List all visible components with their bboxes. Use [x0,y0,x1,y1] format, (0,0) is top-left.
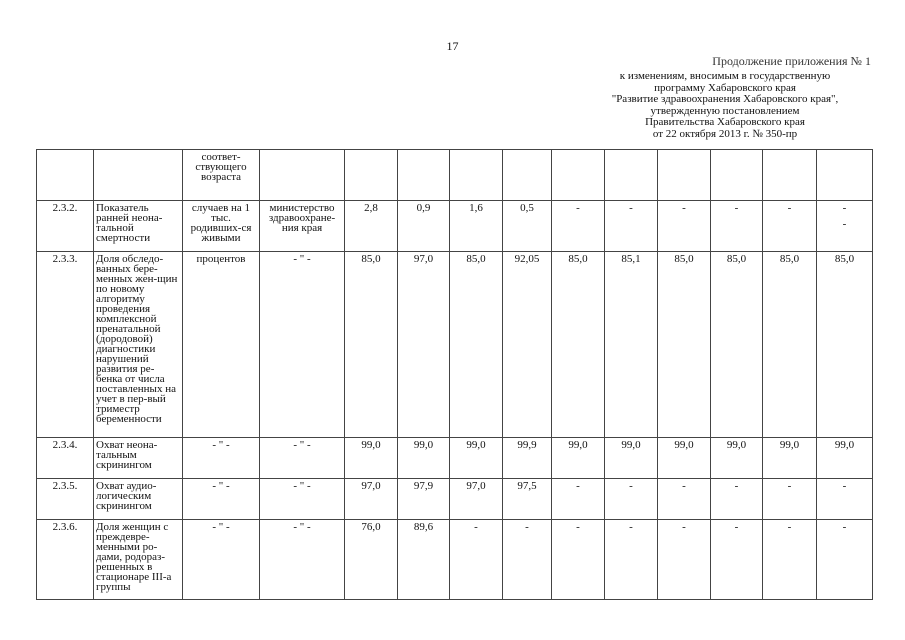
value-cell-text: 0,5 [520,202,534,214]
responsible-executor-text: - " - [293,480,311,492]
table-row [37,252,873,438]
value-cell [763,201,817,252]
indicator-name [94,438,183,479]
unit-of-measure-text: соответ-ствующего возраста [195,151,247,183]
responsible-executor-text: министерство здравоохране-ния края [268,202,336,234]
value-cell-text: - [842,218,847,230]
value-cell-text: - [734,521,739,533]
row-number [37,520,94,600]
responsible-executor [260,150,345,201]
indicator-name [94,252,183,438]
value-cell [552,479,605,520]
unit-of-measure-text: - " - [212,439,230,451]
value-cell-text: 85,0 [674,253,694,265]
table-row [37,201,873,252]
value-cell-text: - [576,521,580,533]
unit-of-measure [183,479,260,520]
value-cell-text: - [525,521,529,533]
indicator-name [94,520,183,600]
header-line: от 22 октября 2013 г. № 350-пр [652,127,798,140]
value-cell [552,252,605,438]
value-cell-text: 99,0 [834,439,855,451]
value-cell-text: - [787,480,792,492]
unit-of-measure-text: процентов [196,253,246,265]
value-cell-text: - [682,480,686,492]
value-cell [763,438,817,479]
value-cell-text: 99,0 [726,439,747,451]
indicators-table [36,149,873,600]
indicator-name-text: Охват неона-тальным скринингом [96,439,158,471]
value-cell-text: 97,0 [361,480,381,492]
value-cell [345,201,398,252]
value-cell [658,252,711,438]
row-number [37,252,94,438]
value-cell-text: - [629,480,633,492]
value-cell-text: 85,0 [726,253,747,265]
value-cell [398,438,450,479]
value-cell-text: 99,0 [779,439,800,451]
responsible-executor-text: - " - [293,439,311,451]
value-cell [503,438,552,479]
table-row [37,520,873,600]
value-cell-text: 99,0 [413,439,434,451]
value-cell [658,438,711,479]
appendix-header [565,71,885,140]
value-cell [763,479,817,520]
unit-of-measure [183,438,260,479]
value-cell [450,520,503,600]
row-number-text: 2.3.5. [52,480,78,492]
value-cell [503,150,552,201]
page-number: 17 [446,39,459,53]
value-cell [450,479,503,520]
value-cell [398,520,450,600]
value-cell [552,150,605,201]
value-cell [345,479,398,520]
value-cell-text: 85,1 [621,253,641,265]
unit-of-measure [183,252,260,438]
value-cell-text: - [682,521,686,533]
indicator-name [94,479,183,520]
value-cell-text: - [842,521,847,533]
value-cell-text: - [787,202,792,214]
value-cell-text: - [682,202,686,214]
value-cell [763,252,817,438]
responsible-executor [260,201,345,252]
value-cell [398,479,450,520]
value-cell [605,201,658,252]
value-cell-text: - [842,202,847,214]
responsible-executor [260,438,345,479]
value-cell [711,252,763,438]
value-cell-text: 85,0 [568,253,588,265]
value-cell [817,520,873,600]
value-cell-text: 99,0 [466,439,486,451]
row-number-text: 2.3.6. [52,521,78,533]
value-cell [817,201,873,252]
indicator-name-text: Доля обследо-ванных бере-менных жен-щин по новому алгоритму проведения комплексной пренатальной (дородовой) диагностики нарушений развития ре-бенка от числа поставленных на учет в пер-вый триместр беременности [96,253,178,425]
row-number-text: 2.3.4. [52,439,78,451]
value-cell [817,479,873,520]
value-cell-text: 85,0 [779,253,800,265]
value-cell-text: 99,0 [361,439,381,451]
indicator-name-text: Показатель ранней неона-тальной смертности [96,202,163,244]
value-cell [450,201,503,252]
value-cell-text: 76,0 [361,521,381,533]
table-row [37,438,873,479]
indicator-name-text: Охват аудио-логическим скринингом [96,480,157,512]
value-cell [398,201,450,252]
row-number-text: 2.3.2. [52,202,78,214]
value-cell [450,438,503,479]
value-cell-text: - [576,480,580,492]
indicator-name [94,201,183,252]
value-cell [552,520,605,600]
value-cell [552,201,605,252]
responsible-executor-text: - " - [293,253,311,265]
value-cell-text: - [734,202,739,214]
value-cell [450,150,503,201]
value-cell [503,520,552,600]
table-row [37,479,873,520]
value-cell [711,438,763,479]
value-cell-text: - [787,521,792,533]
value-cell-text: 97,9 [413,480,434,492]
responsible-executor-text: - " - [293,521,311,533]
continuation-label: Продолжение приложения № 1 [712,54,871,68]
header-line: программу Хабаровского края [654,81,796,94]
value-cell [605,438,658,479]
value-cell-text: - [629,521,633,533]
value-cell [605,252,658,438]
value-cell-text: - [629,202,633,214]
value-cell-text: 89,6 [413,521,434,533]
value-cell [658,520,711,600]
unit-of-measure-text: случаев на 1 тыс. родивших-ся живыми [190,202,252,244]
value-cell-text: 0,9 [416,202,431,214]
header-line: "Развитие здравоохранения Хабаровского края", [611,93,839,105]
value-cell [503,252,552,438]
value-cell-text: - [576,202,580,214]
unit-of-measure-text: - " - [212,480,230,492]
header-line: утвержденную постановлением [650,104,800,117]
value-cell [817,150,873,201]
value-cell-text: 1,6 [469,202,483,214]
value-cell-text: - [734,480,739,492]
indicator-name [94,150,183,201]
value-cell [503,201,552,252]
value-cell-text: 85,0 [466,253,486,265]
value-cell-text: 92,05 [514,253,540,265]
value-cell [658,479,711,520]
unit-of-measure [183,150,260,201]
value-cell-text: - [474,521,478,533]
header-line: Правительства Хабаровского края [645,116,805,128]
value-cell [345,252,398,438]
value-cell-text: 97,0 [413,253,434,265]
value-cell [658,150,711,201]
value-cell [763,520,817,600]
header-line: к изменениям, вносимым в государственную [619,70,831,82]
value-cell-text: 99,0 [621,439,641,451]
table-row [37,150,873,201]
value-cell-text: 99,0 [568,439,588,451]
value-cell-text: 2,8 [364,202,378,214]
value-cell-text: 85,0 [834,253,855,265]
value-cell [605,150,658,201]
responsible-executor [260,520,345,600]
value-cell [711,479,763,520]
row-number-text: 2.3.3. [52,253,78,265]
row-number [37,150,94,201]
value-cell [605,520,658,600]
responsible-executor [260,252,345,438]
unit-of-measure-text: - " - [212,521,230,533]
value-cell [817,252,873,438]
value-cell-text: - [842,480,847,492]
unit-of-measure [183,520,260,600]
value-cell [711,520,763,600]
unit-of-measure [183,201,260,252]
value-cell [552,438,605,479]
value-cell [763,150,817,201]
row-number [37,438,94,479]
row-number [37,479,94,520]
value-cell [345,438,398,479]
value-cell [503,479,552,520]
value-cell [605,479,658,520]
value-cell-text: 99,0 [674,439,694,451]
indicator-name-text: Доля женщин с преждевре-менными ро-дами, родораз-решенных в стационаре III-а группы [96,521,172,593]
value-cell [658,201,711,252]
value-cell [398,252,450,438]
value-cell [345,150,398,201]
responsible-executor [260,479,345,520]
row-number [37,201,94,252]
value-cell [711,201,763,252]
value-cell [398,150,450,201]
value-cell-text: 85,0 [361,253,381,265]
value-cell [345,520,398,600]
value-cell-text: 97,0 [466,480,486,492]
value-cell [450,252,503,438]
value-cell-text: 99,9 [517,439,537,451]
value-cell [817,438,873,479]
value-cell-text: 97,5 [517,480,537,492]
value-cell [711,150,763,201]
